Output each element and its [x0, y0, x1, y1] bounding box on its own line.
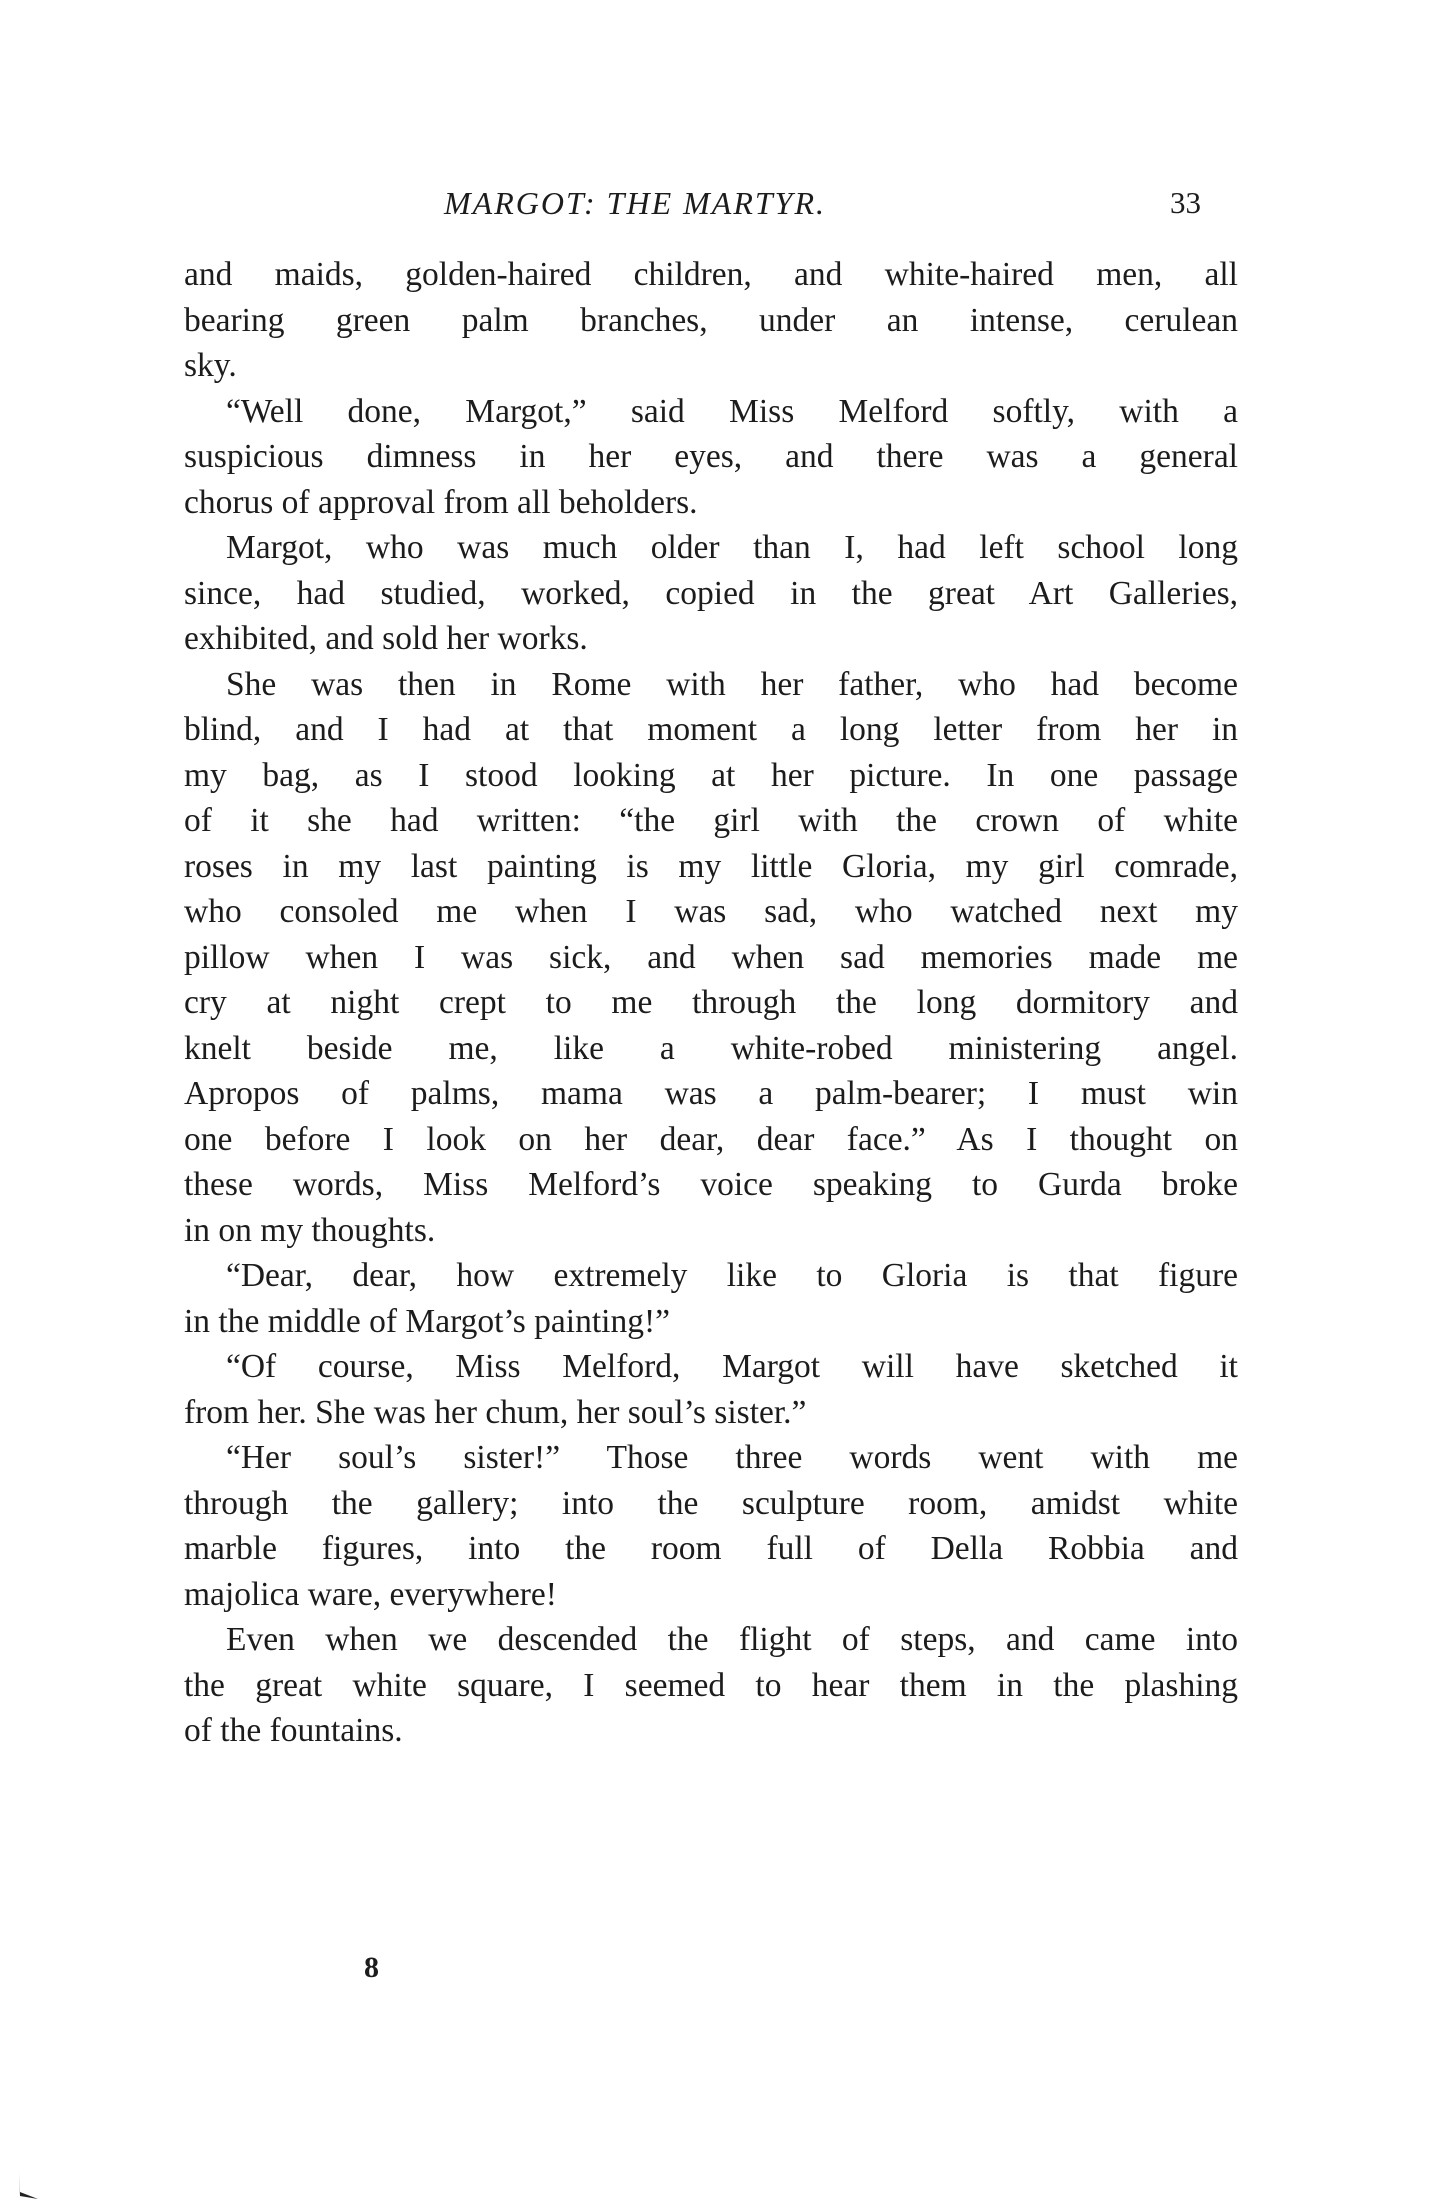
text-line: cry at night crept to me through the long dormitory and — [184, 984, 1238, 1021]
text-line: “Of course, Miss Melford, Margot will have sketched it — [226, 1348, 1238, 1385]
text-line: of the fountains. — [184, 1712, 403, 1749]
text-line: She was then in Rome with her father, who had become — [226, 665, 1238, 703]
text-line: and maids, golden-haired children, and white-haired men, all — [184, 256, 1238, 293]
text-line: sky. — [184, 347, 237, 384]
page-number: 33 — [1170, 185, 1201, 220]
text-line: pillow when I was sick, and when sad memories made me — [184, 938, 1238, 976]
body-text — [184, 252, 1238, 1754]
text-line: suspicious dimness in her eyes, and there was a general — [184, 438, 1238, 475]
text-line: in on my thoughts. — [184, 1211, 436, 1249]
text-line: in the middle of Margot’s painting!” — [184, 1302, 670, 1340]
text-line: since, had studied, worked, copied in the great Art Galleries, — [184, 574, 1238, 612]
text-line: roses in my last painting is my little Gloria, my girl comrade, — [184, 847, 1238, 885]
text-line: majolica ware, everywhere! — [184, 1575, 557, 1613]
running-head — [0, 183, 1453, 223]
text-line: of it she had written: “the girl with the crown of white — [184, 802, 1238, 839]
text-line: “Well done, Margot,” said Miss Melford softly, with a — [226, 392, 1238, 430]
text-line: from her. She was her chum, her soul’s sister.” — [184, 1393, 807, 1431]
text-line: knelt beside me, like a white-robed ministering angel. — [184, 1029, 1238, 1067]
text-line: exhibited, and sold her works. — [184, 620, 588, 657]
text-line: Apropos of palms, mama was a palm-bearer; I must win — [184, 1075, 1238, 1112]
text-line: these words, Miss Melford’s voice speaking to Gurda broke — [184, 1166, 1238, 1203]
text-line: marble figures, into the room full of Della Robbia and — [184, 1530, 1238, 1567]
text-line: one before I look on her dear, dear face.” As I thought on — [184, 1120, 1238, 1158]
text-line: who consoled me when I was sad, who watched next my — [184, 893, 1238, 930]
signature-mark: 8 — [364, 1951, 379, 1984]
text-line: Even when we descended the flight of steps, and came into — [226, 1621, 1238, 1658]
running-title: MARGOT: THE MARTYR. — [444, 185, 826, 221]
text-line: chorus of approval from all beholders. — [184, 483, 698, 521]
text-line: through the gallery; into the sculpture room, amidst white — [184, 1484, 1238, 1522]
text-line: “Her soul’s sister!” Those three words went with me — [226, 1439, 1238, 1476]
scan-corner-mark-icon — [16, 2172, 40, 2202]
text-line: my bag, as I stood looking at her picture. In one passage — [184, 756, 1238, 794]
text-line: Margot, who was much older than I, had left school long — [226, 529, 1238, 566]
text-line: “Dear, dear, how extremely like to Gloria is that figure — [226, 1257, 1238, 1294]
text-line: the great white square, I seemed to hear them in the plashing — [184, 1666, 1238, 1704]
text-line: bearing green palm branches, under an intense, cerulean — [184, 301, 1238, 339]
text-line: blind, and I had at that moment a long letter from her in — [184, 711, 1238, 748]
